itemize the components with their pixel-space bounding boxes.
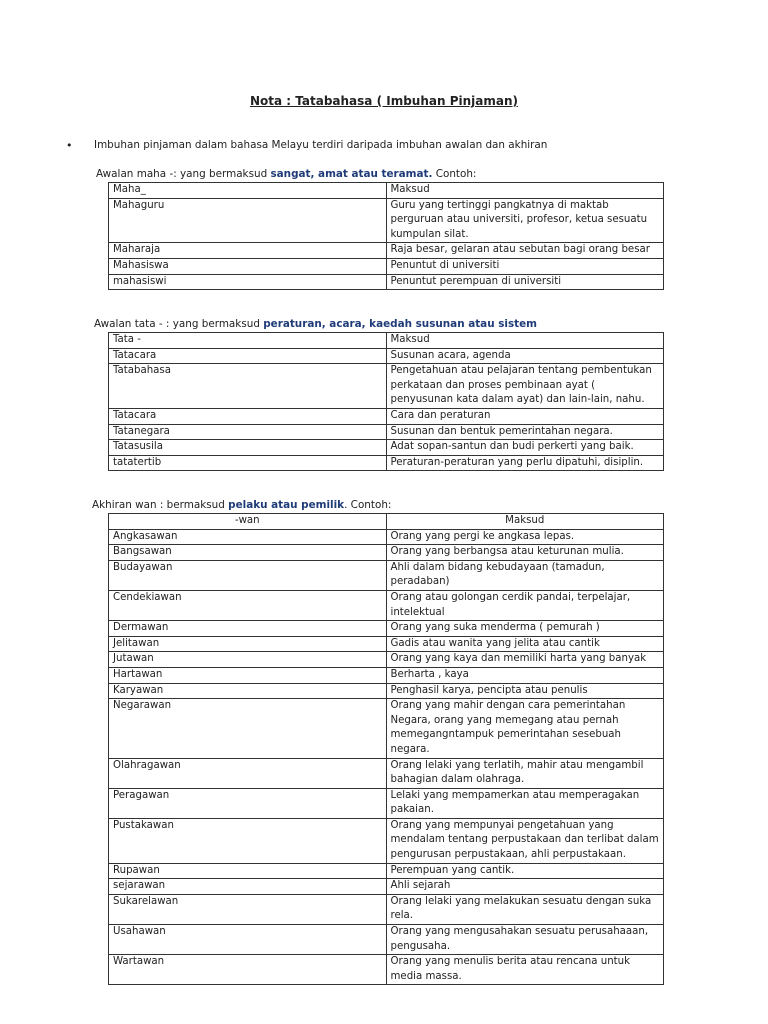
term-cell: Olahragawan bbox=[109, 758, 387, 788]
caption-text: . Contoh: bbox=[344, 499, 392, 511]
caption-text: Contoh: bbox=[432, 168, 477, 180]
meaning-cell: Penuntut di universiti bbox=[386, 258, 664, 274]
meaning-cell: Berharta , kaya bbox=[386, 667, 664, 683]
bullet-icon: • bbox=[66, 139, 73, 152]
term-cell: Angkasawan bbox=[109, 529, 387, 545]
column-header: Tata - bbox=[109, 333, 387, 349]
section-caption-wan bbox=[92, 499, 391, 511]
table-row bbox=[109, 758, 664, 788]
term-cell: Bangsawan bbox=[109, 545, 387, 561]
term-cell: Jutawan bbox=[109, 652, 387, 668]
column-header: Maksud bbox=[386, 183, 664, 199]
table-row bbox=[109, 408, 664, 424]
table-row bbox=[109, 699, 664, 758]
section-caption-tata bbox=[94, 318, 537, 330]
table-row bbox=[109, 652, 664, 668]
table-header-row bbox=[109, 333, 664, 349]
meaning-cell: Penuntut perempuan di universiti bbox=[386, 274, 664, 290]
term-cell: Hartawan bbox=[109, 667, 387, 683]
term-cell: tatatertib bbox=[109, 455, 387, 471]
term-cell: Tatacara bbox=[109, 408, 387, 424]
term-cell: Cendekiawan bbox=[109, 590, 387, 620]
column-header: Maha_ bbox=[109, 183, 387, 199]
table-tata bbox=[108, 332, 664, 471]
table-row bbox=[109, 667, 664, 683]
meaning-cell: Peraturan-peraturan yang perlu dipatuhi, disiplin. bbox=[386, 455, 664, 471]
term-cell: Jelitawan bbox=[109, 636, 387, 652]
table-row bbox=[109, 818, 664, 863]
meaning-cell: Susunan acara, agenda bbox=[386, 348, 664, 364]
meaning-cell: Orang lelaki yang terlatih, mahir atau mengambil bahagian dalam olahraga. bbox=[386, 758, 664, 788]
table-row bbox=[109, 925, 664, 955]
caption-text: Akhiran wan : bermaksud bbox=[92, 499, 229, 511]
meaning-cell: Adat sopan-santun dan budi perkerti yang baik. bbox=[386, 440, 664, 456]
meaning-cell: Orang yang pergi ke angkasa lepas. bbox=[386, 529, 664, 545]
caption-highlight: peraturan, acara, kaedah susunan atau sistem bbox=[263, 318, 537, 330]
term-cell: mahasiswi bbox=[109, 274, 387, 290]
table-row bbox=[109, 590, 664, 620]
table-row bbox=[109, 440, 664, 456]
term-cell: Mahaguru bbox=[109, 198, 387, 243]
meaning-cell: Guru yang tertinggi pangkatnya di maktab perguruan atau universiti, profesor, ketua sesuatu kumpulan silat. bbox=[386, 198, 664, 243]
term-cell: Negarawan bbox=[109, 699, 387, 758]
table-maha bbox=[108, 182, 664, 290]
term-cell: Tatabahasa bbox=[109, 364, 387, 409]
meaning-cell: Perempuan yang cantik. bbox=[386, 863, 664, 879]
table-row bbox=[109, 424, 664, 440]
table-header-row bbox=[109, 183, 664, 199]
table-row bbox=[109, 636, 664, 652]
term-cell: Pustakawan bbox=[109, 818, 387, 863]
meaning-cell: Susunan dan bentuk pemerintahan negara. bbox=[386, 424, 664, 440]
meaning-cell: Orang atau golongan cerdik pandai, terpelajar, intelektual bbox=[386, 590, 664, 620]
caption-text: Awalan tata - : yang bermaksud bbox=[94, 318, 264, 330]
table-row bbox=[109, 274, 664, 290]
caption-text: Awalan maha -: yang bermaksud bbox=[96, 168, 271, 180]
table-row bbox=[109, 894, 664, 924]
page-title: Nota : Tatabahasa ( Imbuhan Pinjaman) bbox=[249, 94, 518, 108]
term-cell: Usahawan bbox=[109, 925, 387, 955]
table-row bbox=[109, 455, 664, 471]
meaning-cell: Orang lelaki yang melakukan sesuatu dengan suka rela. bbox=[386, 894, 664, 924]
term-cell: Peragawan bbox=[109, 788, 387, 818]
meaning-cell: Raja besar, gelaran atau sebutan bagi orang besar bbox=[386, 243, 664, 259]
term-cell: Tatanegara bbox=[109, 424, 387, 440]
table-row bbox=[109, 955, 664, 985]
column-header: Maksud bbox=[386, 514, 664, 530]
term-cell: Tatacara bbox=[109, 348, 387, 364]
term-cell: Budayawan bbox=[109, 560, 387, 590]
table-wan bbox=[108, 513, 664, 985]
term-cell: Maharaja bbox=[109, 243, 387, 259]
intro-text: Imbuhan pinjaman dalam bahasa Melayu terdiri daripada imbuhan awalan dan akhiran bbox=[94, 139, 548, 151]
table-header-row bbox=[109, 514, 664, 530]
table-row bbox=[109, 243, 664, 259]
caption-highlight: pelaku atau pemilik bbox=[228, 499, 345, 511]
term-cell: Sukarelawan bbox=[109, 894, 387, 924]
table-row bbox=[109, 621, 664, 637]
term-cell: Rupawan bbox=[109, 863, 387, 879]
meaning-cell: Orang yang mempunyai pengetahuan yang mendalam tentang perpustakaan dan terlibat dalam pengurusan perpustakaan, ahli perpustakaan. bbox=[386, 818, 664, 863]
meaning-cell: Cara dan peraturan bbox=[386, 408, 664, 424]
caption-highlight: sangat, amat atau teramat. bbox=[270, 168, 433, 180]
table-row bbox=[109, 258, 664, 274]
table-row bbox=[109, 364, 664, 409]
meaning-cell: Orang yang menulis berita atau rencana untuk media massa. bbox=[386, 955, 664, 985]
meaning-cell: Orang yang mahir dengan cara pemerintahan Negara, orang yang memegang atau pernah memegangntampuk pemerintahan sesebuah negara. bbox=[386, 699, 664, 758]
term-cell: Tatasusila bbox=[109, 440, 387, 456]
meaning-cell: Pengetahuan atau pelajaran tentang pembentukan perkataan dan proses pembinaan ayat ( penyusunan kata dalam ayat) dan lain-lain, nahu. bbox=[386, 364, 664, 409]
table-row bbox=[109, 545, 664, 561]
meaning-cell: Gadis atau wanita yang jelita atau cantik bbox=[386, 636, 664, 652]
column-header: Maksud bbox=[386, 333, 664, 349]
table-row bbox=[109, 788, 664, 818]
meaning-cell: Lelaki yang mempamerkan atau memperagakan pakaian. bbox=[386, 788, 664, 818]
meaning-cell: Ahli dalam bidang kebudayaan (tamadun, peradaban) bbox=[386, 560, 664, 590]
term-cell: Mahasiswa bbox=[109, 258, 387, 274]
meaning-cell: Penghasil karya, pencipta atau penulis bbox=[386, 683, 664, 699]
term-cell: sejarawan bbox=[109, 879, 387, 895]
term-cell: Karyawan bbox=[109, 683, 387, 699]
table-row bbox=[109, 529, 664, 545]
meaning-cell: Orang yang kaya dan memiliki harta yang banyak bbox=[386, 652, 664, 668]
term-cell: Wartawan bbox=[109, 955, 387, 985]
meaning-cell: Orang yang mengusahakan sesuatu perusahaaan, pengusaha. bbox=[386, 925, 664, 955]
table-row bbox=[109, 198, 664, 243]
table-row bbox=[109, 560, 664, 590]
term-cell: Dermawan bbox=[109, 621, 387, 637]
meaning-cell: Orang yang berbangsa atau keturunan mulia. bbox=[386, 545, 664, 561]
table-row bbox=[109, 863, 664, 879]
meaning-cell: Ahli sejarah bbox=[386, 879, 664, 895]
meaning-cell: Orang yang suka menderma ( pemurah ) bbox=[386, 621, 664, 637]
section-caption-maha bbox=[96, 168, 476, 180]
column-header: -wan bbox=[109, 514, 387, 530]
table-row bbox=[109, 348, 664, 364]
table-row bbox=[109, 879, 664, 895]
table-row bbox=[109, 683, 664, 699]
